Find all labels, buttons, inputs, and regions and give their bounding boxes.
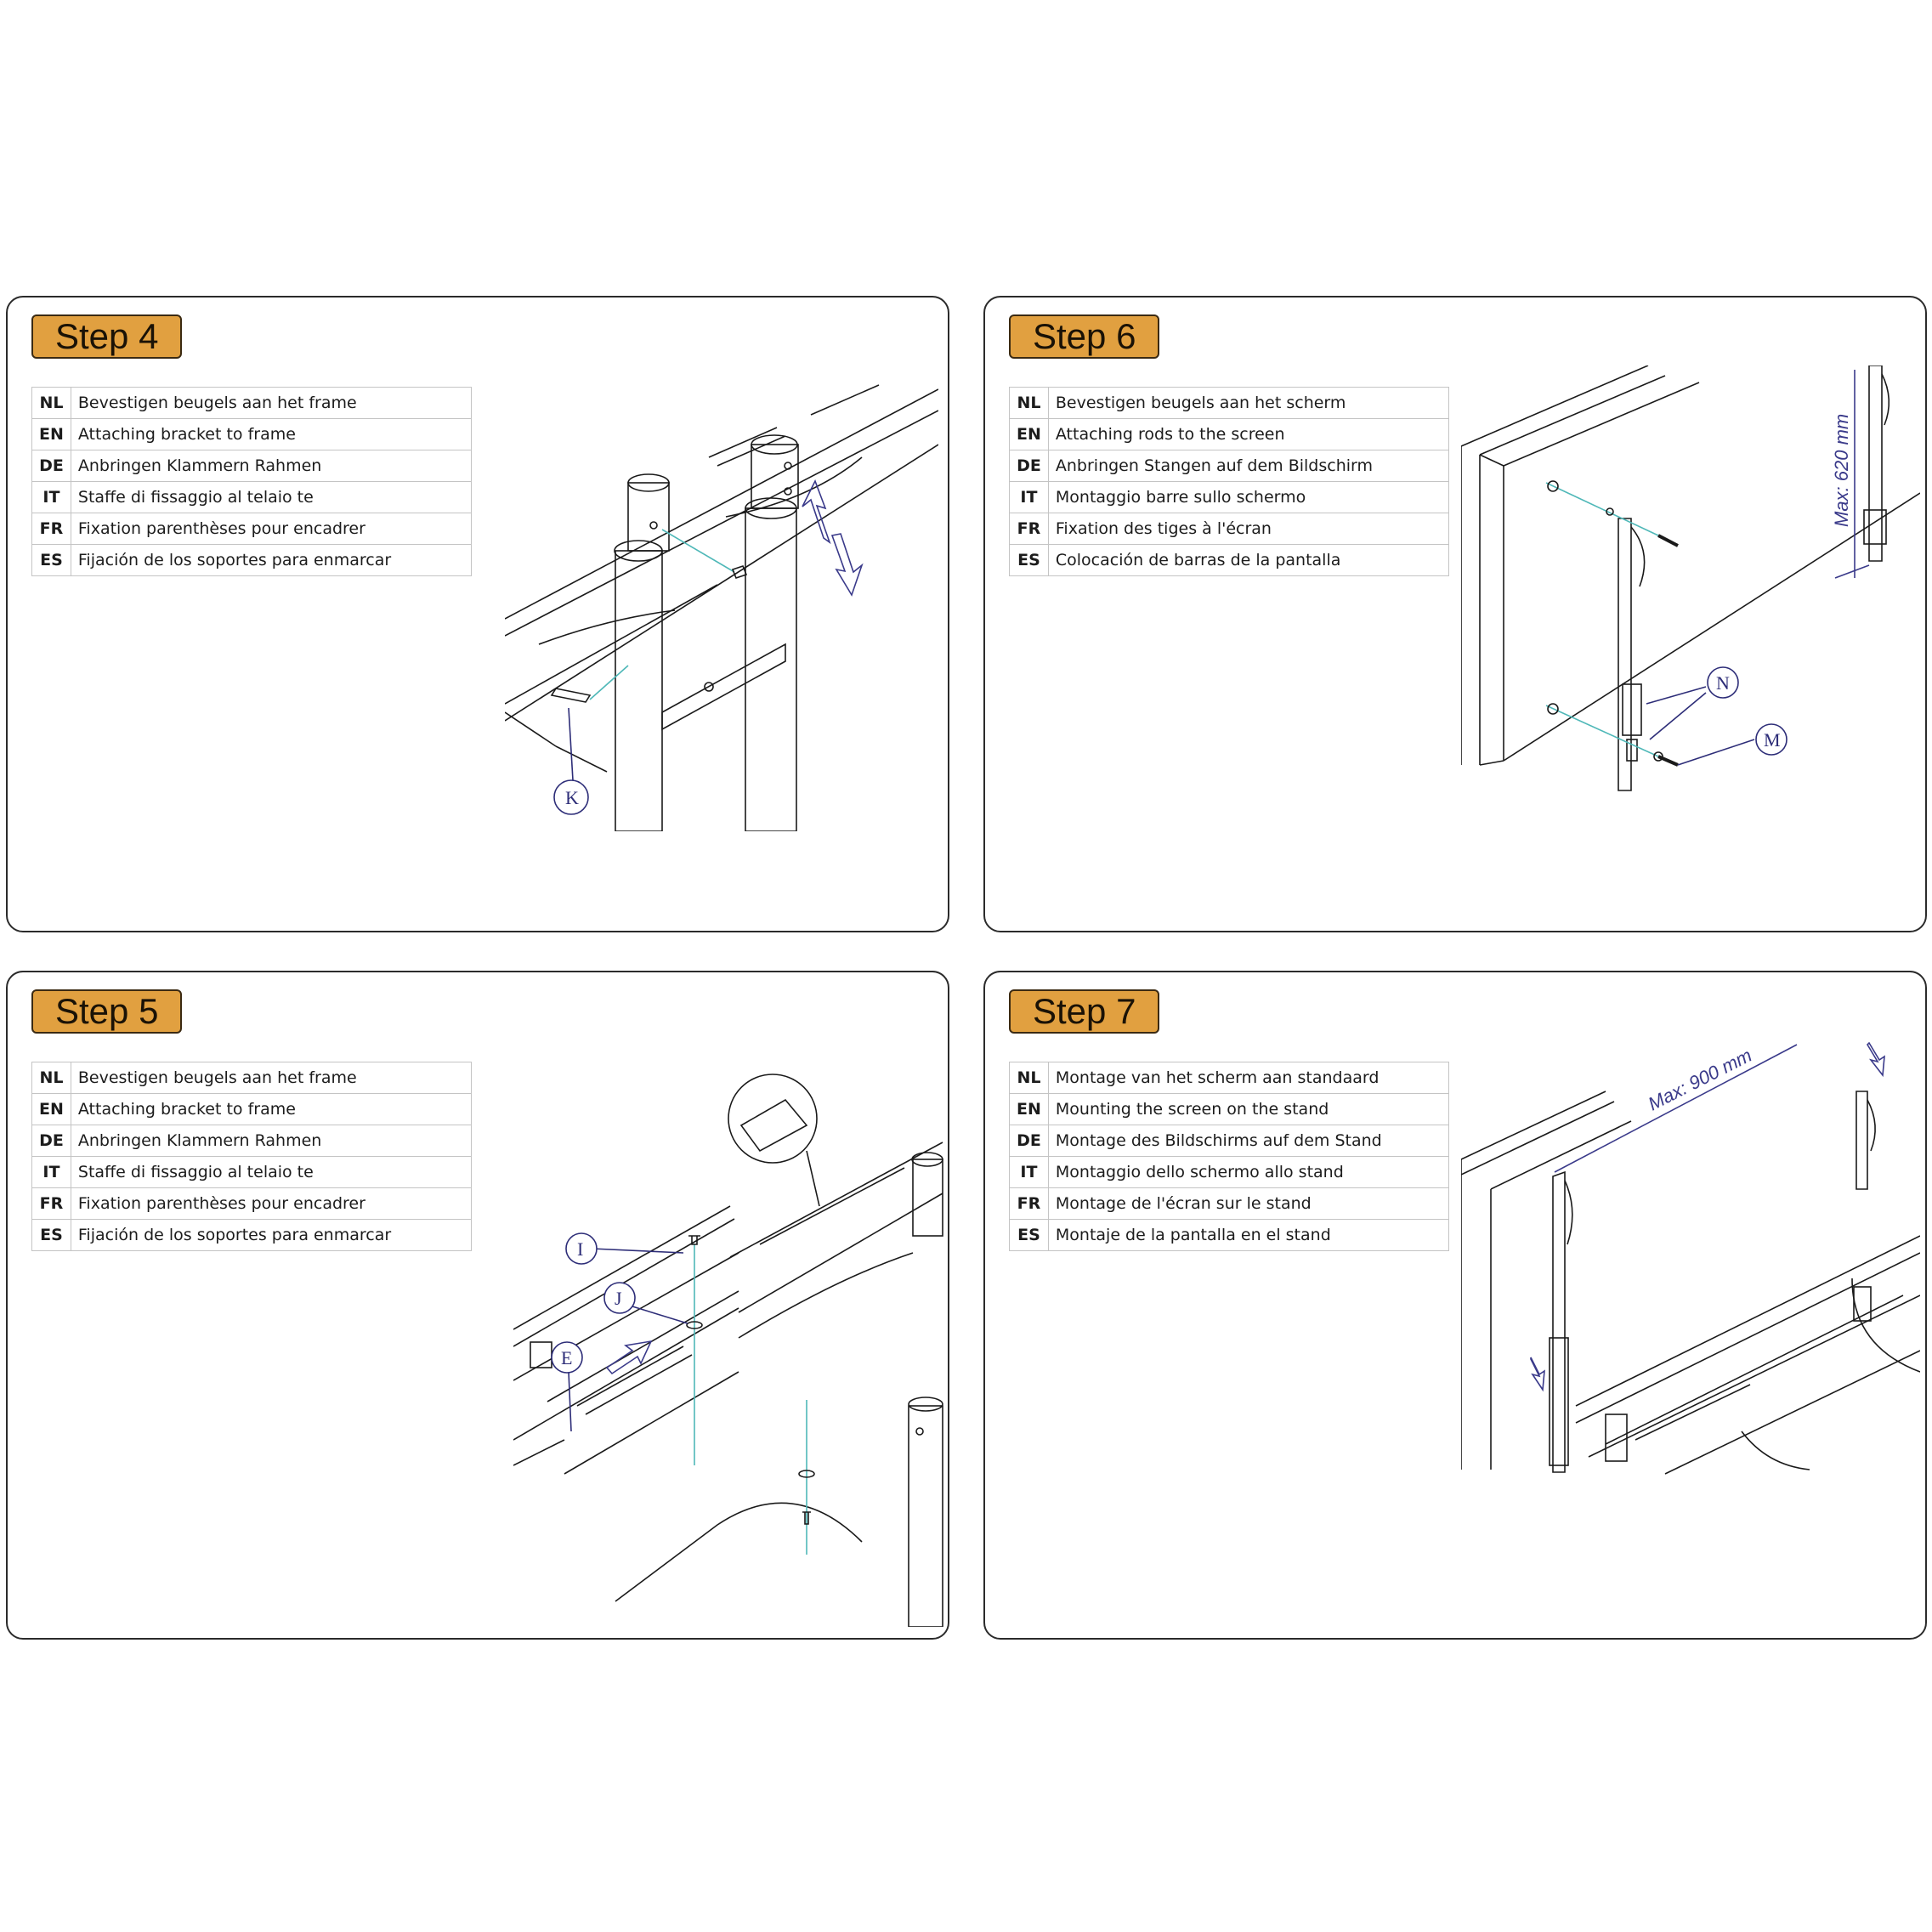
lang-code: ES [1010, 1220, 1049, 1251]
lang-code: DE [32, 450, 71, 482]
lang-code: DE [32, 1125, 71, 1157]
instruction-text: Montaggio barre sullo schermo [1048, 482, 1448, 513]
lang-code: EN [32, 1094, 71, 1125]
table-row [1010, 545, 1449, 576]
lang-code: ES [32, 1220, 71, 1251]
lang-code: IT [1010, 1157, 1049, 1188]
instruction-text: Staffe di fissaggio al telaio te [71, 482, 471, 513]
instruction-text: Fixation des tiges à l'écran [1048, 513, 1448, 545]
svg-text:Max: 620 mm: Max: 620 mm [1831, 413, 1852, 527]
lang-code: FR [32, 1188, 71, 1220]
svg-text:Max: 900 mm: Max: 900 mm [1644, 1044, 1756, 1115]
table-row [1010, 450, 1449, 482]
lang-code: ES [32, 545, 71, 576]
lang-code: DE [1010, 1125, 1049, 1157]
instruction-text: Anbringen Klammern Rahmen [71, 1125, 471, 1157]
instruction-text: Fijación de los soportes para enmarcar [71, 1220, 471, 1251]
max-900-dimension [1555, 1045, 1797, 1172]
step-6-illustration [1461, 365, 1920, 816]
lang-code: IT [32, 1157, 71, 1188]
step-4-panel [6, 296, 949, 932]
table-row [32, 1125, 472, 1157]
table-row [32, 1094, 472, 1125]
table-row [32, 419, 472, 450]
table-row [1010, 513, 1449, 545]
instruction-text: Montage de l'écran sur le stand [1048, 1188, 1448, 1220]
lang-code: NL [1010, 1062, 1049, 1094]
table-row [32, 1157, 472, 1188]
table-row [1010, 1062, 1449, 1094]
instruction-text: Mounting the screen on the stand [1048, 1094, 1448, 1125]
table-row [32, 1220, 472, 1251]
lang-code: ES [1010, 545, 1049, 576]
step-7-badge: Step 7 [1009, 989, 1159, 1034]
step-5-badge: Step 5 [31, 989, 182, 1034]
table-row [32, 1188, 472, 1220]
instruction-text: Fijación de los soportes para enmarcar [71, 545, 471, 576]
lang-code: EN [1010, 419, 1049, 450]
step-7-panel [983, 971, 1927, 1640]
step-7-instruction-table [1009, 1062, 1449, 1251]
table-row [1010, 419, 1449, 450]
callout-i [566, 1233, 683, 1264]
step-6-instruction-table [1009, 387, 1449, 576]
table-row [32, 545, 472, 576]
instruction-text: Fixation parenthèses pour encadrer [71, 513, 471, 545]
lang-code: FR [1010, 1188, 1049, 1220]
instruction-text: Fixation parenthèses pour encadrer [71, 1188, 471, 1220]
instruction-text: Montaje de la pantalla en el stand [1048, 1220, 1448, 1251]
table-row [32, 482, 472, 513]
lang-code: NL [32, 1062, 71, 1094]
instruction-text: Attaching bracket to frame [71, 1094, 471, 1125]
step-5-panel [6, 971, 949, 1640]
step-4-illustration [505, 364, 938, 831]
step-5-illustration [513, 1066, 947, 1627]
svg-text:I: I [577, 1238, 584, 1260]
callout-e [552, 1342, 582, 1431]
table-row [1010, 482, 1449, 513]
table-row [1010, 1220, 1449, 1251]
step-6-panel [983, 296, 1927, 932]
instruction-text: Montage des Bildschirms auf dem Stand [1048, 1125, 1448, 1157]
step-6-badge: Step 6 [1009, 314, 1159, 359]
lang-code: IT [1010, 482, 1049, 513]
instruction-text: Montage van het scherm aan standaard [1048, 1062, 1448, 1094]
table-row [1010, 1157, 1449, 1188]
callout-n [1646, 667, 1738, 739]
instruction-text: Attaching rods to the screen [1048, 419, 1448, 450]
table-row [1010, 1188, 1449, 1220]
instruction-text: Anbringen Stangen auf dem Bildschirm [1048, 450, 1448, 482]
instruction-text: Colocación de barras de la pantalla [1048, 545, 1448, 576]
lang-code: NL [1010, 388, 1049, 419]
table-row [32, 450, 472, 482]
table-row [1010, 1125, 1449, 1157]
lang-code: FR [1010, 513, 1049, 545]
table-row [1010, 388, 1449, 419]
instruction-text: Montaggio dello schermo allo stand [1048, 1157, 1448, 1188]
table-row [1010, 1094, 1449, 1125]
svg-text:M: M [1764, 729, 1781, 751]
callout-m [1678, 724, 1787, 765]
instruction-text: Bevestigen beugels aan het frame [71, 1062, 471, 1094]
lang-code: FR [32, 513, 71, 545]
step-4-badge: Step 4 [31, 314, 182, 359]
callout-k [554, 708, 588, 814]
svg-text:J: J [615, 1288, 622, 1309]
step-5-instruction-table [31, 1062, 472, 1251]
instruction-text: Bevestigen beugels aan het scherm [1048, 388, 1448, 419]
instruction-text: Bevestigen beugels aan het frame [71, 388, 471, 419]
instruction-text: Attaching bracket to frame [71, 419, 471, 450]
table-row [32, 513, 472, 545]
lang-code: EN [32, 419, 71, 450]
lang-code: DE [1010, 450, 1049, 482]
svg-text:K: K [565, 787, 579, 808]
instruction-text: Staffe di fissaggio al telaio te [71, 1157, 471, 1188]
step-4-instruction-table [31, 387, 472, 576]
svg-text:N: N [1716, 672, 1730, 694]
instruction-text: Anbringen Klammern Rahmen [71, 450, 471, 482]
table-row [32, 1062, 472, 1094]
step-7-illustration [1461, 1040, 1920, 1482]
lang-code: IT [32, 482, 71, 513]
table-row [32, 388, 472, 419]
lang-code: EN [1010, 1094, 1049, 1125]
lang-code: NL [32, 388, 71, 419]
svg-text:E: E [561, 1347, 573, 1368]
